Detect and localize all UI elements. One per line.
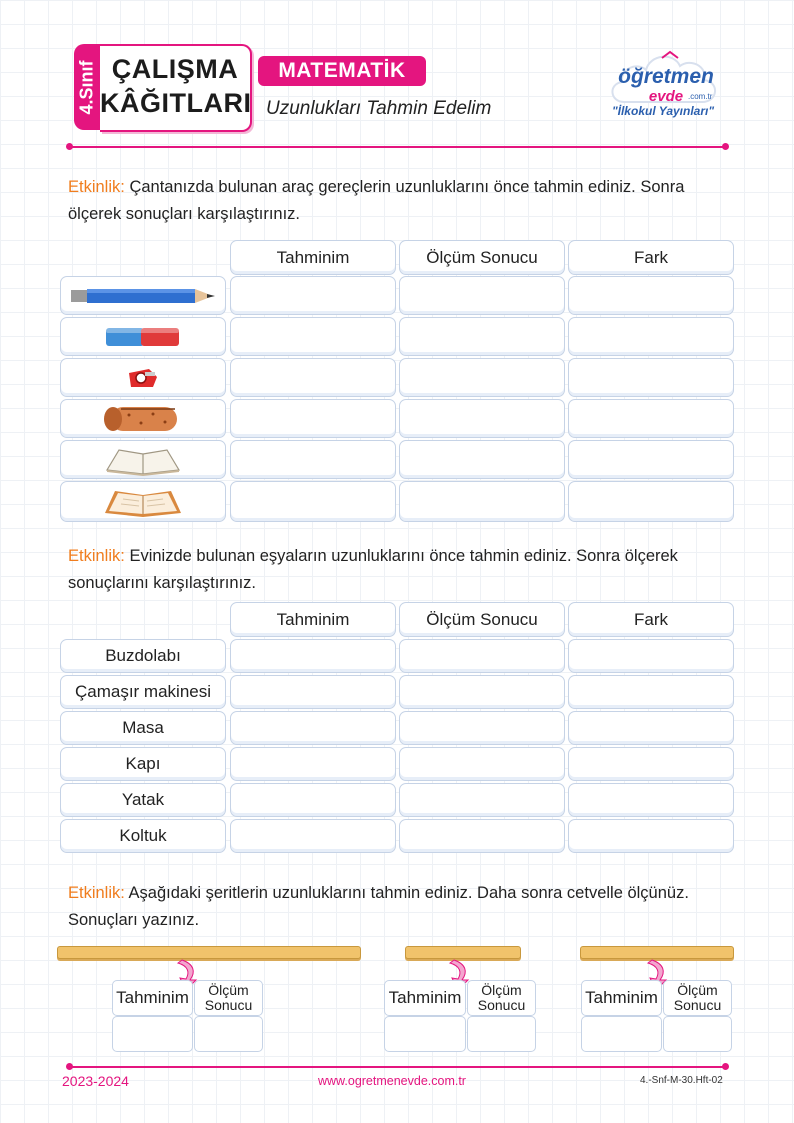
answer-cell[interactable] bbox=[230, 639, 396, 673]
answer-cell[interactable] bbox=[568, 819, 734, 853]
guess-label: Tahminim bbox=[384, 980, 466, 1016]
subject-badge: MATEMATİK bbox=[258, 56, 426, 86]
measure-label-line-2: Sonucu bbox=[204, 997, 253, 1013]
answer-cell[interactable] bbox=[399, 783, 565, 817]
col-header-diff: Fark bbox=[568, 240, 734, 275]
answer-cell[interactable] bbox=[230, 783, 396, 817]
answer-cell[interactable] bbox=[568, 358, 734, 397]
row-label: Buzdolabı bbox=[60, 639, 226, 673]
answer-cell[interactable] bbox=[399, 711, 565, 745]
measure-label bbox=[663, 980, 732, 1016]
title-line-1: ÇALIŞMA bbox=[111, 54, 239, 84]
item-cell-eraser bbox=[60, 317, 226, 356]
logo-tagline: "İlkokul Yayınları" bbox=[611, 104, 715, 118]
footer-website: www.ogretmenevde.com.tr bbox=[318, 1074, 466, 1088]
answer-cell[interactable] bbox=[568, 481, 734, 522]
activity2-text: Evinizde bulunan eşyaların uzunluklarını önce tahmin ediniz. Sonra ölçerek sonuçlarını karşılaştırınız. bbox=[68, 547, 678, 592]
measure-label-line-1: Ölçüm bbox=[481, 982, 522, 998]
footer-divider bbox=[70, 1066, 726, 1068]
guess-answer-cell[interactable] bbox=[384, 1016, 466, 1052]
title-line-2: KÂĞITLARI bbox=[100, 88, 252, 118]
pencil-icon bbox=[67, 285, 219, 307]
col-header-diff: Fark bbox=[568, 602, 734, 637]
logo-wordmark: öğretmen bbox=[618, 65, 714, 88]
answer-cell[interactable] bbox=[230, 276, 396, 315]
guess-label: Tahminim bbox=[112, 980, 193, 1016]
answer-cell[interactable] bbox=[230, 358, 396, 397]
answer-cell[interactable] bbox=[568, 747, 734, 781]
length-strip-1 bbox=[57, 946, 361, 959]
answer-cell[interactable] bbox=[399, 675, 565, 709]
measure-label bbox=[467, 980, 536, 1016]
answer-cell[interactable] bbox=[568, 639, 734, 673]
item-cell-notebook bbox=[60, 440, 226, 479]
logo-wordmark-sub: evde bbox=[648, 88, 684, 105]
answer-cell[interactable] bbox=[230, 711, 396, 745]
answer-cell[interactable] bbox=[230, 481, 396, 522]
col-header-guess: Tahminim bbox=[230, 240, 396, 275]
answer-cell[interactable] bbox=[568, 276, 734, 315]
title-box bbox=[100, 44, 252, 132]
grade-label: 4.Sınıf bbox=[76, 59, 97, 115]
measure-label-line-1: Ölçüm bbox=[677, 982, 718, 998]
answer-cell[interactable] bbox=[399, 440, 565, 479]
guess-answer-cell[interactable] bbox=[581, 1016, 662, 1052]
notebook-icon bbox=[101, 444, 185, 476]
measure-label-line-2: Sonucu bbox=[477, 997, 526, 1013]
col-header-measure: Ölçüm Sonucu bbox=[399, 602, 565, 637]
answer-cell[interactable] bbox=[399, 639, 565, 673]
answer-cell[interactable] bbox=[230, 317, 396, 356]
answer-cell[interactable] bbox=[399, 819, 565, 853]
answer-cell[interactable] bbox=[399, 481, 565, 522]
answer-cell[interactable] bbox=[230, 747, 396, 781]
answer-cell[interactable] bbox=[399, 317, 565, 356]
divider-dot bbox=[66, 1063, 73, 1070]
answer-cell[interactable] bbox=[230, 819, 396, 853]
header-divider bbox=[70, 146, 726, 148]
answer-cell[interactable] bbox=[230, 675, 396, 709]
activity3-instruction bbox=[68, 880, 728, 934]
row-label: Masa bbox=[60, 711, 226, 745]
footer-year: 2023-2024 bbox=[62, 1073, 129, 1089]
guess-answer-cell[interactable] bbox=[112, 1016, 193, 1052]
answer-cell[interactable] bbox=[399, 358, 565, 397]
activity-label: Etkinlik: bbox=[68, 178, 125, 196]
answer-cell[interactable] bbox=[568, 675, 734, 709]
col-header-measure: Ölçüm Sonucu bbox=[399, 240, 565, 275]
measure-answer-cell[interactable] bbox=[467, 1016, 536, 1052]
logo-domain: .com.tr bbox=[688, 92, 713, 101]
answer-cell[interactable] bbox=[230, 440, 396, 479]
item-cell-sharpener bbox=[60, 358, 226, 397]
row-label: Çamaşır makinesi bbox=[60, 675, 226, 709]
col-header-guess: Tahminim bbox=[230, 602, 396, 637]
guess-label: Tahminim bbox=[581, 980, 662, 1016]
measure-answer-cell[interactable] bbox=[194, 1016, 263, 1052]
item-cell-open-book bbox=[60, 481, 226, 522]
row-label: Kapı bbox=[60, 747, 226, 781]
answer-cell[interactable] bbox=[399, 747, 565, 781]
item-cell-pencil-case bbox=[60, 399, 226, 438]
measure-label bbox=[194, 980, 263, 1016]
topic-title: Uzunlukları Tahmin Edelim bbox=[266, 98, 492, 119]
activity1-text: Çantanızda bulunan araç gereçlerin uzunluklarını önce tahmin ediniz. Sonra ölçerek sonuçları karşılaştırınız. bbox=[68, 178, 685, 223]
item-cell-pencil bbox=[60, 276, 226, 315]
activity1-instruction bbox=[68, 174, 728, 228]
eraser-icon bbox=[103, 325, 183, 349]
answer-cell[interactable] bbox=[230, 399, 396, 438]
row-label: Yatak bbox=[60, 783, 226, 817]
answer-cell[interactable] bbox=[568, 783, 734, 817]
activity2-instruction bbox=[68, 543, 728, 597]
divider-dot bbox=[722, 143, 729, 150]
measure-label-line-1: Ölçüm bbox=[208, 982, 249, 998]
answer-cell[interactable] bbox=[568, 711, 734, 745]
answer-cell[interactable] bbox=[399, 399, 565, 438]
measure-label-line-2: Sonucu bbox=[673, 997, 722, 1013]
grade-tab bbox=[74, 44, 100, 130]
measure-answer-cell[interactable] bbox=[663, 1016, 732, 1052]
divider-dot bbox=[66, 143, 73, 150]
answer-cell[interactable] bbox=[399, 276, 565, 315]
footer-code: 4.-Snf-M-30.Hft-02 bbox=[640, 1075, 723, 1086]
answer-cell[interactable] bbox=[568, 440, 734, 479]
pencil-case-icon bbox=[101, 403, 185, 435]
activity-label: Etkinlik: bbox=[68, 884, 125, 902]
open-book-icon bbox=[101, 485, 185, 519]
answer-cell[interactable] bbox=[568, 399, 734, 438]
activity3-text: Aşağıdaki şeritlerin uzunluklarını tahmin ediniz. Daha sonra cetvelle ölçünüz. Sonuçları yazınız. bbox=[68, 884, 689, 929]
divider-dot bbox=[722, 1063, 729, 1070]
sharpener-icon bbox=[123, 363, 163, 393]
row-label: Koltuk bbox=[60, 819, 226, 853]
answer-cell[interactable] bbox=[568, 317, 734, 356]
activity-label: Etkinlik: bbox=[68, 547, 125, 565]
